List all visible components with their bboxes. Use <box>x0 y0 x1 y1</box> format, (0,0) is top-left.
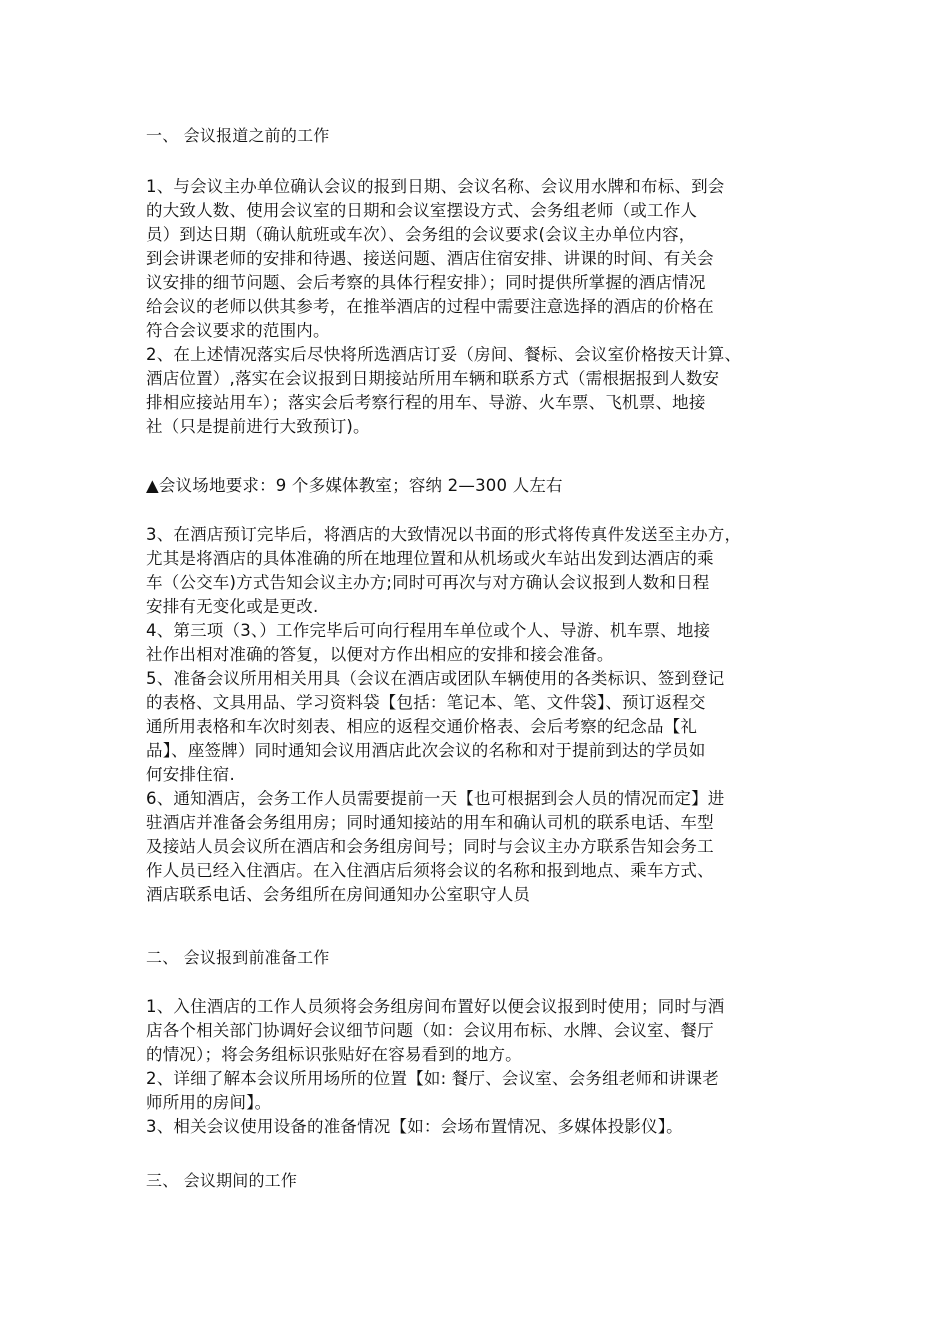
text-line: 给会议的老师以供其参考，在推举酒店的过程中需要注意选择的酒店的价格在 <box>146 297 714 316</box>
text-line: 3、相关会议使用设备的准备情况【如：会场布置情况、多媒体投影仪】。 <box>146 1117 683 1136</box>
text-line: 安排有无变化或是更改. <box>146 597 319 616</box>
text-line: 3、在酒店预订完毕后，将酒店的大致情况以书面的形式将传真件发送至主办方， <box>146 525 742 544</box>
text-line: 的情况）；将会务组标识张贴好在容易看到的地方。 <box>146 1045 522 1064</box>
section2-heading <box>146 946 826 970</box>
text-line: 员）到达日期（确认航班或车次）、会务组的会议要求(会议主办单位内容， <box>146 225 696 244</box>
venue-text: ▲会议场地要求：9 个多媒体教室；容纳 2—300 人左右 <box>146 476 563 495</box>
text-line: 尤其是将酒店的具体准确的所在地理位置和从机场或火车站出发到达酒店的乘 <box>146 549 714 568</box>
text-line: 车（公交车)方式告知会议主办方;同时可再次与对方确认会议报到人数和日程 <box>146 573 710 592</box>
text-line: 及接站人员会议所在酒店和会务组房间号；同时与会议主办方联系告知会务工 <box>146 837 714 856</box>
text-line: 驻酒店并准备会务组用房；同时通知接站的用车和确认司机的联系电话、车型 <box>146 813 714 832</box>
text-line: 社（只是提前进行大致预订)。 <box>146 417 370 436</box>
text-line: 通所用表格和车次时刻表、相应的返程交通价格表、会后考察的纪念品【礼 <box>146 717 698 736</box>
text-line: 店各个相关部门协调好会议细节问题（如：会议用布标、水牌、会议室、餐厅 <box>146 1021 714 1040</box>
text-line: 作人员已经入住酒店。在入住酒店后须将会议的名称和报到地点、乘车方式、 <box>146 861 714 880</box>
section1-paragraph-2 <box>146 523 826 907</box>
section2-paragraph <box>146 995 826 1139</box>
text-line: 酒店联系电话、会务组所在房间通知办公室职守人员 <box>146 885 531 904</box>
heading-text: 一、 会议报道之前的工作 <box>146 126 330 145</box>
text-line: 2、在上述情况落实后尽快将所选酒店订妥（房间、餐标、会议室价格按天计算、 <box>146 345 742 364</box>
section1-heading <box>146 124 826 148</box>
heading-text: 二、 会议报到前准备工作 <box>146 948 330 967</box>
text-line: 排相应接站用车）；落实会后考察行程的用车、导游、火车票、飞机票、地接 <box>146 393 706 412</box>
text-line: 1、入住酒店的工作人员须将会务组房间布置好以便会议报到时使用；同时与酒 <box>146 997 725 1016</box>
text-line: 酒店位置）,落实在会议报到日期接站所用车辆和联系方式（需根据报到人数安 <box>146 369 720 388</box>
text-line: 1、与会议主办单位确认会议的报到日期、会议名称、会议用水牌和布标、到会 <box>146 177 725 196</box>
text-line: 品】、座签牌）同时通知会议用酒店此次会议的名称和对于提前到达的学员如 <box>146 741 706 760</box>
section3-heading <box>146 1169 826 1193</box>
text-line: 6、通知酒店，会务工作人员需要提前一天【也可根据到会人员的情况而定】进 <box>146 789 725 808</box>
text-line: 2、详细了解本会议所用场所的位置【如: 餐厅、会议室、会务组老师和讲课老 <box>146 1069 720 1088</box>
text-line: 社作出相对准确的答复，以便对方作出相应的安排和接会准备。 <box>146 645 614 664</box>
venue-requirement <box>146 474 826 498</box>
text-line: 师所用的房间】。 <box>146 1093 272 1112</box>
text-line: 4、第三项（3、）工作完毕后可向行程用车单位或个人、导游、机车票、地接 <box>146 621 711 640</box>
text-line: 的表格、文具用品、学习资料袋【包括：笔记本、笔、文件袋】、预订返程交 <box>146 693 706 712</box>
section1-paragraph-1 <box>146 175 826 439</box>
text-line: 议安排的细节问题、会后考察的具体行程安排）；同时提供所掌握的酒店情况 <box>146 273 706 292</box>
text-line: 符合会议要求的范围内。 <box>146 321 330 340</box>
heading-text: 三、 会议期间的工作 <box>146 1171 298 1190</box>
text-line: 5、准备会议所用相关用具（会议在酒店或团队车辆使用的各类标识、签到登记 <box>146 669 725 688</box>
text-line: 的大致人数、使用会议室的日期和会议室摆设方式、会务组老师（或工作人 <box>146 201 698 220</box>
text-line: 何安排住宿. <box>146 765 235 784</box>
text-line: 到会讲课老师的安排和待遇、接送问题、酒店住宿安排、讲课的时间、有关会 <box>146 249 714 268</box>
